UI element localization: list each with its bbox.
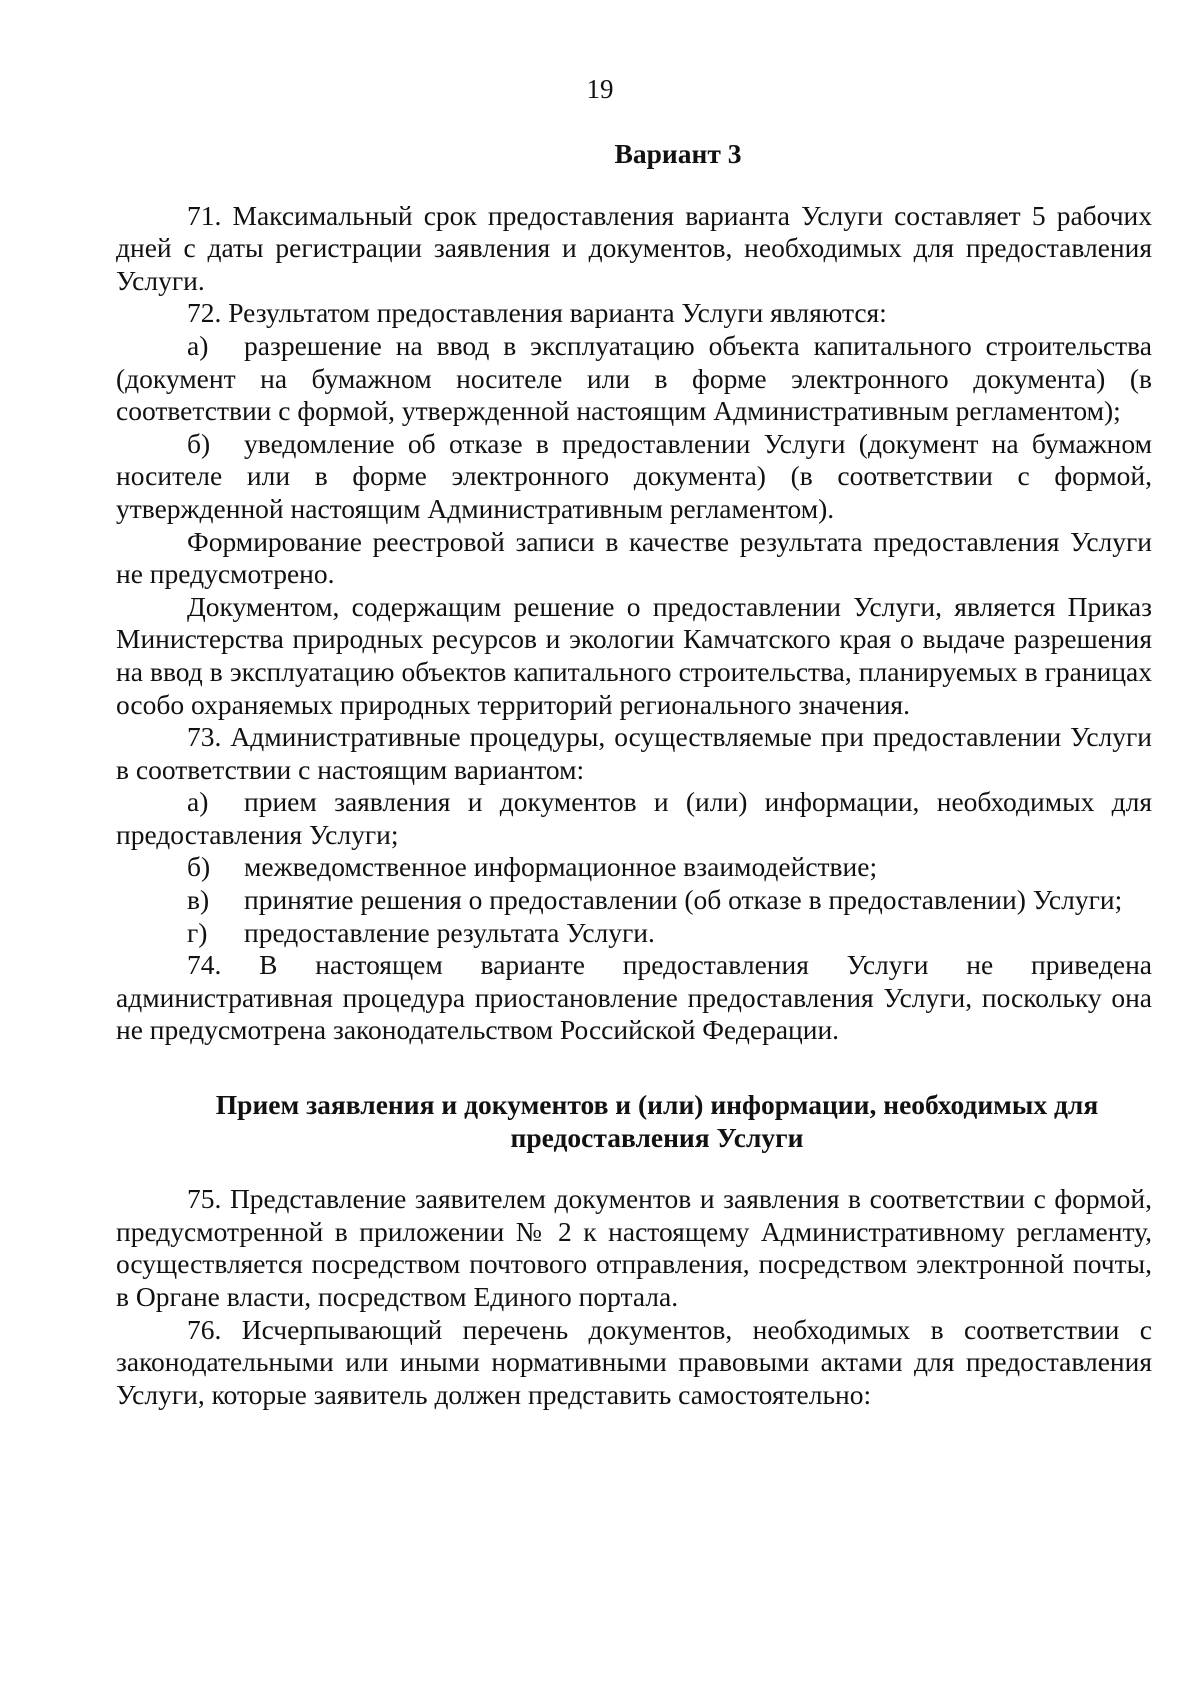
- paragraph-number: 73.: [187, 721, 222, 753]
- paragraph-75: [116, 1183, 1152, 1313]
- list-item-text: предоставление результата Услуги.: [244, 916, 655, 948]
- paragraph-73: [116, 721, 1152, 786]
- paragraph-number: 76.: [187, 1313, 222, 1345]
- list-item-text: принятие решения о предоставлении (об отказе в предоставлении) Услуги;: [244, 884, 1123, 916]
- paragraph-72: [116, 297, 1152, 330]
- list-item-73a: [116, 786, 1152, 851]
- paragraph-text: Исчерпывающий перечень документов, необходимых в соответствии с законодательными или иными нормативными правовыми актами для предоставления Услуги, которые заявитель должен представить самостоятельно:: [116, 1313, 1152, 1410]
- list-marker: б): [187, 851, 211, 883]
- paragraph-number: 74.: [187, 949, 222, 981]
- list-item-72b: [116, 428, 1152, 526]
- paragraph-number: 72.: [187, 297, 222, 329]
- list-item-text: межведомственное информационное взаимодействие;: [244, 851, 878, 883]
- list-item-73c: [116, 884, 1152, 917]
- paragraph-number: 71.: [187, 199, 222, 231]
- paragraph-decision-document: Документом, содержащим решение о предоставлении Услуги, является Приказ Министерства природных ресурсов и экологии Камчатского края о выдаче разрешения на ввод в эксплуатацию объектов капитального строительства, планируемых в границах особо охраняемых природных территорий регионального значения.: [116, 590, 1152, 720]
- page-number: 19: [586, 74, 614, 104]
- paragraph-76: [116, 1314, 1152, 1412]
- paragraph-text: В настоящем варианте предоставления Услуги не приведена административная процедура приостановление предоставления Услуги, поскольку она не предусмотрена законодательством Российской Федерации.: [116, 949, 1152, 1046]
- list-item-text: уведомление об отказе в предоставлении Услуги (документ на бумажном носителе или в форме электронного документа) (в соответствии с формой, утвержденной настоящим Административным регламентом).: [116, 427, 1152, 524]
- list-item-text: разрешение на ввод в эксплуатацию объекта капитального строительства (документ на бумажном носителе или в форме электронного документа) (в соответствии с формой, утвержденной настоящим Административным регламентом);: [116, 329, 1152, 427]
- list-item-72a: [116, 330, 1152, 428]
- paragraph-text: Административные процедуры, осуществляемые при предоставлении Услуги в соответствии с настоящим вариантом:: [116, 721, 1152, 785]
- paragraph-text: Максимальный срок предоставления варианта Услуги составляет 5 рабочих дней с даты регистрации заявления и документов, необходимых для предоставления Услуги.: [116, 199, 1152, 296]
- paragraph-text: Представление заявителем документов и заявления в соответствии с формой, предусмотренной в приложении № 2 к настоящему Административному регламенту, осуществляется посредством почтового отправления, посредством электронной почты, в Органе власти, посредством Единого портала.: [116, 1183, 1152, 1312]
- variant-heading: Вариант 3: [614, 138, 742, 169]
- paragraph-74: [116, 949, 1152, 1047]
- list-item-73d: [116, 917, 1152, 950]
- paragraph-number: 75.: [187, 1183, 222, 1215]
- list-marker: а): [187, 329, 209, 361]
- paragraph-register-entry: Формирование реестровой записи в качестве результата предоставления Услуги не предусмотрено.: [116, 525, 1152, 590]
- list-item-73b: [116, 851, 1152, 884]
- document-body: [116, 138, 1152, 1411]
- list-item-text: прием заявления и документов и (или) информации, необходимых для предоставления Услуги;: [116, 786, 1152, 850]
- paragraph-71: [116, 200, 1152, 298]
- list-marker: г): [187, 916, 208, 948]
- list-marker: а): [187, 786, 209, 818]
- section-heading: Прием заявления и документов и (или) информации, необходимых для предоставления Услуги: [215, 1089, 1099, 1153]
- paragraph-text: Результатом предоставления варианта Услуги являются:: [221, 297, 887, 329]
- list-marker: в): [187, 884, 210, 916]
- list-marker: б): [187, 427, 211, 459]
